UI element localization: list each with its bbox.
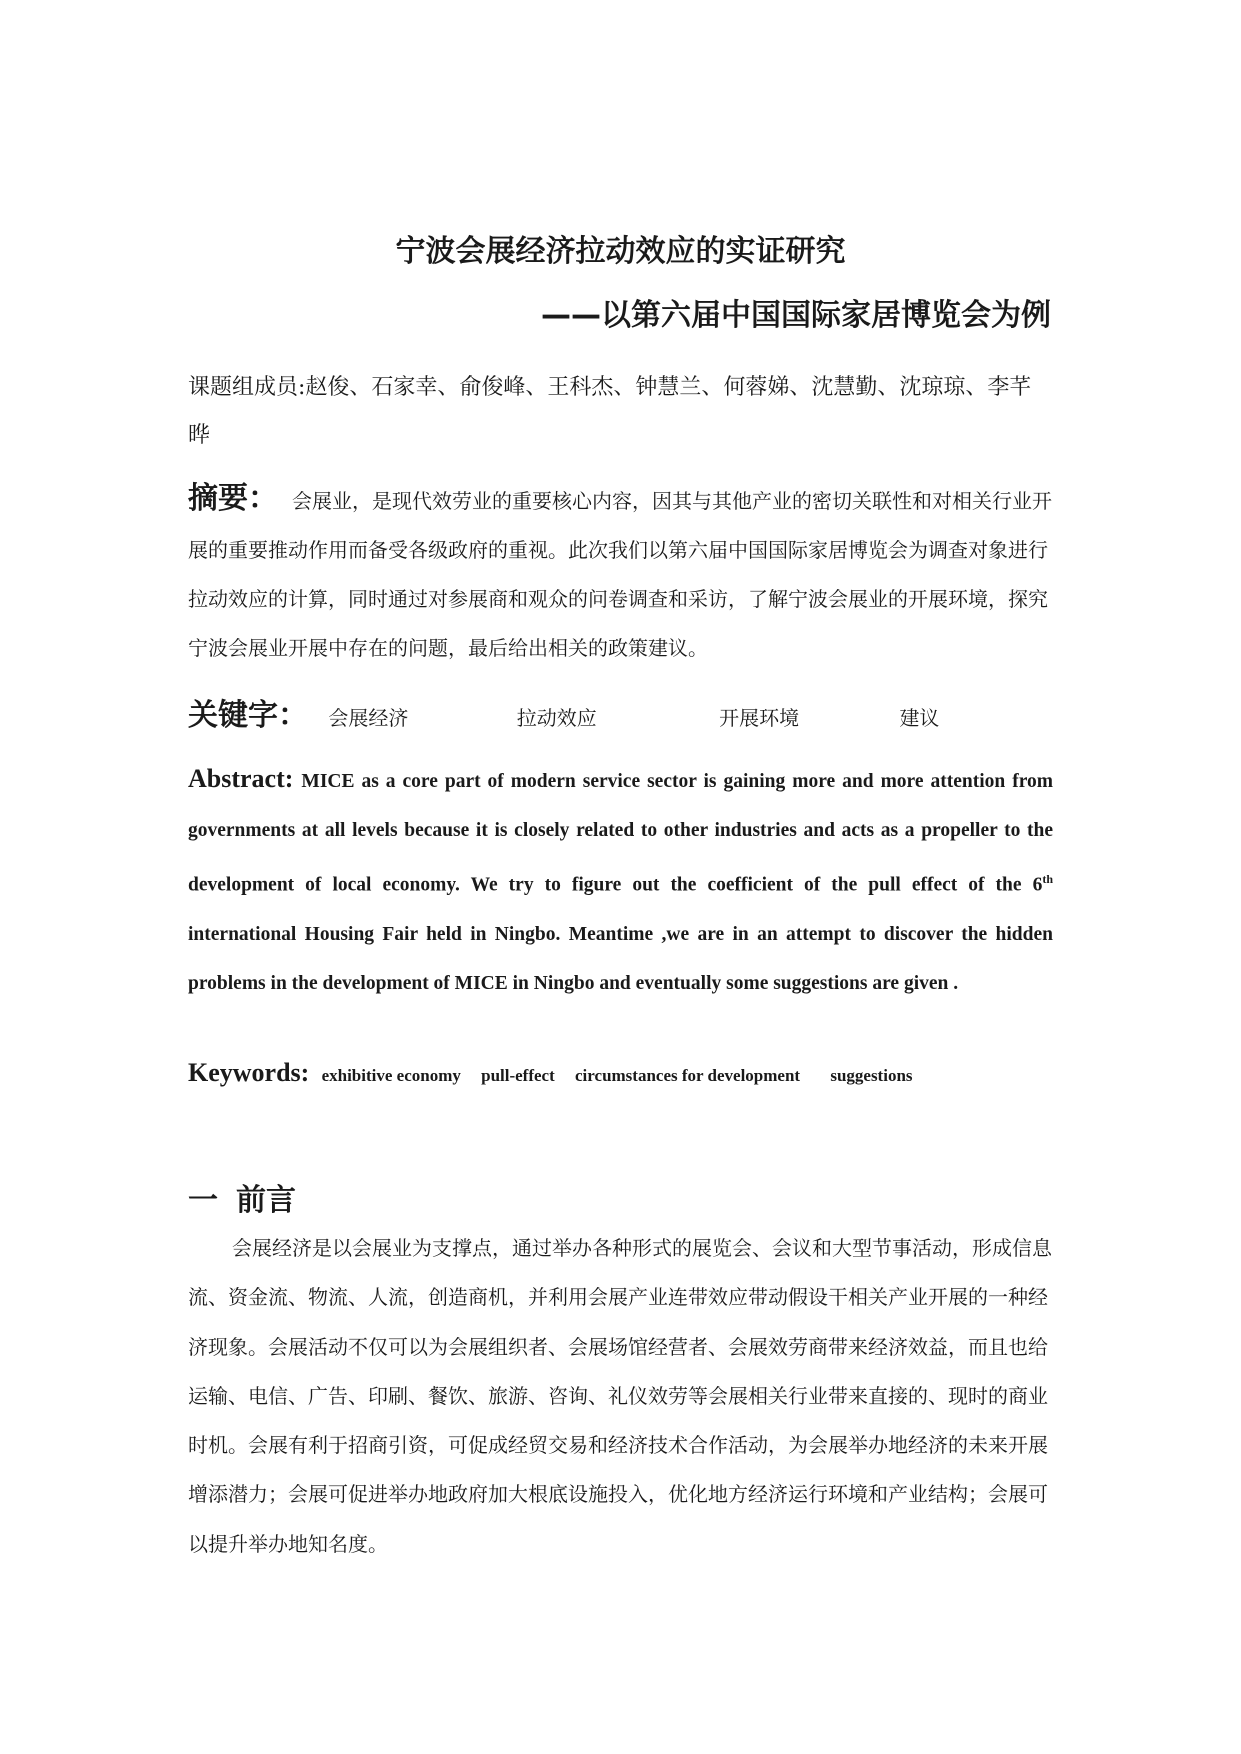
abstract-en-text-start: MICE as a core part of modern service sector is gaining more and more attention from governments at all levels because it is closely related to other industries and acts as a propeller to the development of local economy. We try to figure out the coefficient of the pull effect of the 6 bbox=[188, 771, 1053, 896]
paper-title: 宁波会展经济拉动效应的实证研究 bbox=[395, 234, 846, 269]
keywords-en-label: Keywords: bbox=[188, 1058, 310, 1087]
keyword-zh-item: 建议 bbox=[899, 706, 940, 730]
paper-subtitle: ——以第六届中国国际家居博览会为例 bbox=[541, 298, 1051, 333]
keyword-en-item: exhibitive economy bbox=[321, 1066, 461, 1085]
keywords-english bbox=[188, 1058, 913, 1088]
members-names: 赵俊、石家幸、俞俊峰、王科杰、钟慧兰、何蓉娣、沈慧勤、沈琼琼、李芊晔 bbox=[188, 375, 1032, 448]
introduction-paragraph: 会展经济是以会展业为支撑点，通过举办各种形式的展览会、会议和大型节事活动，形成信息流、资金流、物流、人流，创造商机，并利用会展产业连带效应带动假设干相关产业开展的一种经济现象。会展活动不仅可以为会展组织者、会展场馆经营者、会展效劳商带来经济效益，而且也给运输、电信、广告、印刷、餐饮、旅游、咨询、礼仪效劳等会展相关行业带来直接的、现时的商业时机。会展有利于招商引资，可促成经贸交易和经济技术合作活动，为会展举办地经济的未来开展增添潜力；会展可促进举办地政府加大根底设施投入，优化地方经济运行环境和产业结构；会展可以提升举办地知名度。 bbox=[188, 1236, 1052, 1556]
keywords-zh-label: 关键字： bbox=[188, 698, 308, 733]
project-members bbox=[188, 364, 1053, 460]
section-number: 一 bbox=[188, 1183, 218, 1218]
abstract-zh-label: 摘要： bbox=[188, 481, 278, 516]
abstract-english bbox=[188, 754, 1053, 1008]
keyword-en-item: pull-effect bbox=[481, 1066, 555, 1085]
ordinal-superscript: th bbox=[1042, 872, 1053, 886]
abstract-chinese bbox=[188, 474, 1058, 673]
abstract-en-label: Abstract: bbox=[188, 764, 294, 793]
keyword-en-item: suggestions bbox=[830, 1066, 913, 1085]
abstract-zh-text: 会展业，是现代效劳业的重要核心内容，因其与其他产业的密切关联性和对相关行业开展的重要推动作用而备受各级政府的重视。此次我们以第六届中国国际家居博览会为调查对象进行拉动效应的计算，同时通过对参展商和观众的问卷调查和采访，了解宁波会展业的开展环境，探究宁波会展业开展中存在的问题，最后给出相关的政策建议。 bbox=[188, 489, 1052, 660]
section-title: 前言 bbox=[236, 1183, 296, 1218]
keyword-en-item: circumstances for development bbox=[575, 1066, 801, 1085]
keyword-zh-item: 会展经济 bbox=[328, 706, 409, 730]
abstract-en-text-end: international Housing Fair held in Ningbo. Meantime ,we are in an attempt to discover the hidden problems in the development of MICE in Ningbo and eventually some suggestions are given . bbox=[188, 923, 1053, 994]
members-label: 课题组成员: bbox=[188, 375, 306, 400]
keywords-chinese bbox=[188, 690, 939, 734]
keyword-zh-item: 拉动效应 bbox=[516, 706, 597, 730]
keyword-zh-item: 开展环境 bbox=[719, 706, 800, 730]
section-heading bbox=[188, 1175, 296, 1219]
